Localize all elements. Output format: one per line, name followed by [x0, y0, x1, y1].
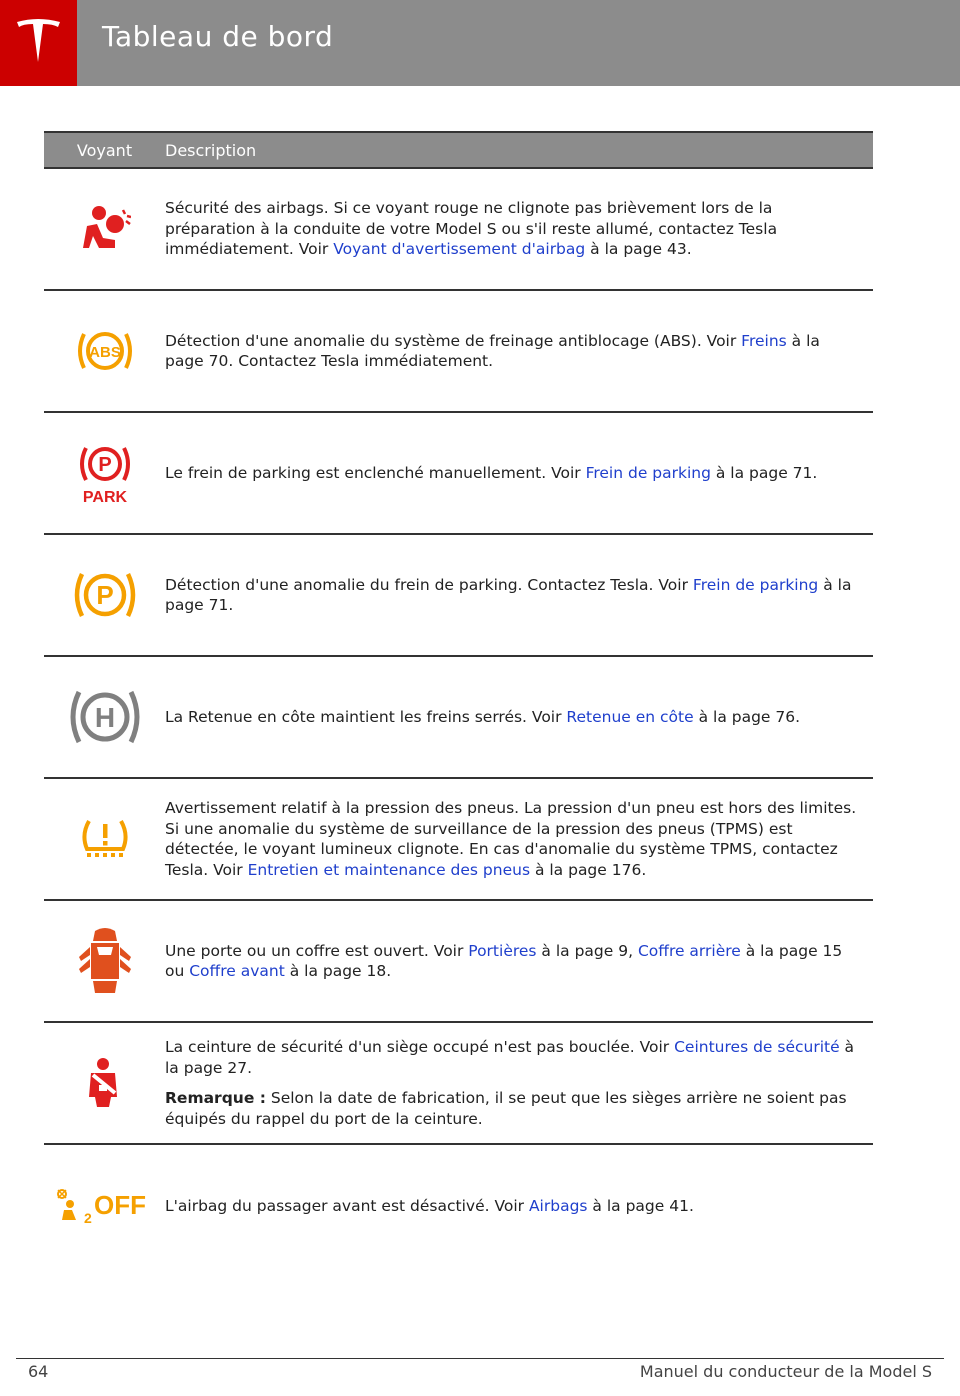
- airbag-warning-icon: [44, 204, 165, 254]
- seatbelt-icon: [44, 1057, 165, 1109]
- table-row: [44, 901, 873, 1023]
- page-header: [0, 0, 960, 86]
- brand-logo: [0, 0, 77, 86]
- manual-title: Manuel du conducteur de la Model S: [639, 1362, 932, 1381]
- link-retenue-en-cote[interactable]: Retenue en côte: [566, 707, 694, 726]
- link-airbag-warning[interactable]: Voyant d'avertissement d'airbag: [333, 240, 586, 259]
- note-text: Selon la date de fabrication, il se peut que les sièges arrière ne soient pas équipés du rappel du port de la ceinture.: [165, 1089, 847, 1128]
- svg-text:PARK: PARK: [82, 489, 127, 504]
- table-row: [44, 535, 873, 657]
- abs-icon: [44, 326, 165, 376]
- link-coffre-avant[interactable]: Coffre avant: [189, 962, 285, 980]
- row-description: Le frein de parking est enclenché manuellement. Voir Frein de parking à la page 71.: [165, 463, 818, 482]
- table-header: [44, 131, 873, 169]
- table-row: [44, 657, 873, 779]
- hill-hold-icon: [44, 684, 165, 750]
- table-row: [44, 291, 873, 413]
- row-description: La ceinture de sécurité d'un siège occupé n'est pas bouclée. Voir Ceintures de sécurité à la page 27. Remarque : Selon la date de fabrication, il se peut que les sièges arrière ne soient pas équipés du rappel du port de la ceinture.: [165, 1038, 855, 1128]
- link-coffre-arriere[interactable]: Coffre arrière: [637, 941, 741, 960]
- svg-text:ABS: ABS: [88, 344, 121, 361]
- row-description: Détection d'une anomalie du système de freinage antiblocage (ABS). Voir Freins à la page 70. Contactez Tesla immédiatement.: [165, 331, 820, 370]
- svg-text:OFF: OFF: [93, 1190, 146, 1220]
- table-row: [44, 779, 873, 901]
- link-portieres[interactable]: Portières: [468, 941, 537, 960]
- link-freins[interactable]: Freins: [741, 331, 787, 350]
- row-description: Une porte ou un coffre est ouvert. Voir Portières à la page 9, Coffre arrière à la page 15 ou Coffre avant à la page 18.: [165, 941, 843, 980]
- column-header-voyant: Voyant: [76, 140, 133, 160]
- svg-text:P: P: [95, 580, 114, 610]
- page-number: 64: [28, 1362, 49, 1381]
- svg-text:P: P: [97, 454, 112, 476]
- row-description: Avertissement relatif à la pression des pneus. La pression d'un pneu est hors des limites. Si une anomalie du système de surveillance de la pression des pneus (TPMS) est détectée, le voyant lumineux clignote. En cas d'anomalie du système TPMS, contactez Tesla. Voir Entretien et maintenance des pneus à la page 176.: [165, 799, 857, 879]
- svg-text:H: H: [94, 702, 115, 733]
- door-open-icon: [44, 925, 165, 997]
- passenger-airbag-off-icon: [44, 1186, 165, 1226]
- park-brake-icon: [44, 442, 165, 504]
- column-header-description: Description: [165, 140, 257, 160]
- row-description: Détection d'une anomalie du frein de parking. Contactez Tesla. Voir Frein de parking à la page 71.: [165, 575, 852, 614]
- link-ceintures[interactable]: Ceintures de sécurité: [674, 1038, 840, 1056]
- row-description: Sécurité des airbags. Si ce voyant rouge ne clignote pas brièvement lors de la préparation à la conduite de votre Model S ou s'il reste allumé, contactez Tesla immédiatement. Voir Voyant d'avertissement d'airbag à la page 43.: [165, 199, 778, 259]
- table-row: [44, 169, 873, 291]
- note-label: Remarque :: [165, 1089, 266, 1107]
- park-brake-fault-icon: [44, 567, 165, 623]
- table-row: [44, 413, 873, 535]
- svg-text:2: 2: [83, 1210, 92, 1226]
- page-title: Tableau de bord: [102, 20, 334, 53]
- warning-lights-table: [44, 131, 873, 1267]
- footer-divider: [16, 1358, 944, 1359]
- tesla-logo-icon: [15, 18, 62, 68]
- tire-pressure-icon: [44, 815, 165, 863]
- table-row: [44, 1145, 873, 1267]
- link-frein-de-parking[interactable]: Frein de parking: [585, 463, 711, 482]
- row-description: La Retenue en côte maintient les freins serrés. Voir Retenue en côte à la page 76.: [165, 707, 801, 726]
- row-description: L'airbag du passager avant est désactivé. Voir Airbags à la page 41.: [165, 1196, 694, 1215]
- link-airbags[interactable]: Airbags: [528, 1196, 588, 1215]
- table-row: [44, 1023, 873, 1145]
- link-entretien-pneus[interactable]: Entretien et maintenance des pneus: [247, 860, 531, 879]
- link-frein-de-parking-2[interactable]: Frein de parking: [692, 575, 819, 594]
